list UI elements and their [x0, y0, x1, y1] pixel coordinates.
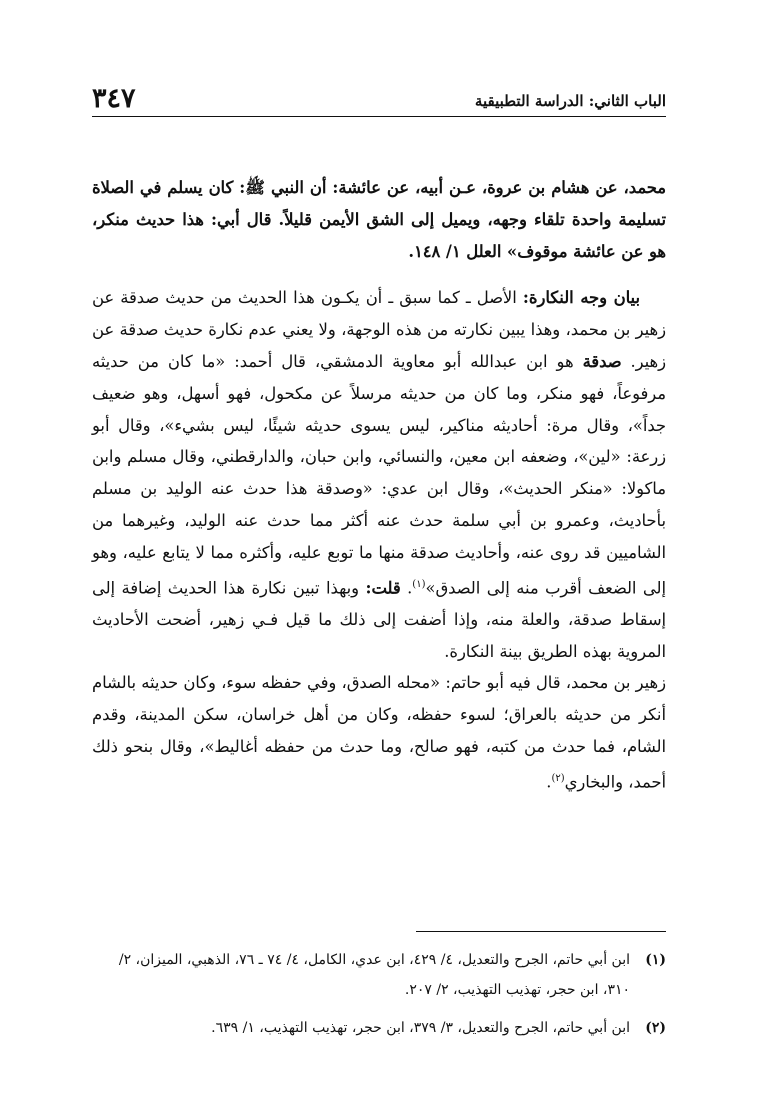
explanation-paragraph [92, 282, 666, 667]
footnote-number: (١) [645, 952, 666, 968]
qult-label: قلت: [365, 577, 401, 597]
footnote-number: (٢) [645, 1020, 666, 1036]
footnote-item [92, 1013, 666, 1043]
main-text [92, 172, 666, 798]
explanation-text-3: وبهذا تبين نكارة هذا الحديث إضافة إلى إسقاط صدقة، والعلة منه، وإذا أضفت إلى ذلك ما قيل فـي زهير، أضحت الأحاديث المروية بهذه الطريق بينة النكارة. [92, 577, 666, 661]
chapter-title: الباب الثاني: الدراسة التطبيقية [474, 92, 666, 110]
explanation-text-2: هو ابن عبدالله أبو معاوية الدمشقي، قال أحمد: «ما كان من حديثه مرفوعاً، فهو منكر، وما كان من حديثه مرسلاً عن مكحول، فهو أسهل، وهو ضعيف جداً»، وقال مرة: أحاديثه مناكير، ليس يسوى حديثه شيئًا، ليس بشيء»، وقال أبو زرعة: «لين»، وضعفه ابن معين، والنسائي، وابن حبان، والدارقطني، وقال مسلم وابن ماكولا: «منكر الحديث»، وقال ابن عدي: «وصدقة هذا حدث عنه الوليد بن مسلم بأحاديث، وعمرو بن أبي سلمة حدث عنه أكثر مما حدث عنه الوليد، وغيرهما من الشاميين قد روى عنه، وأحاديث صدقة منها ما توبع عليه، وأكثره مما لا يتابع عليه، وهو إلى الضعف أقرب منه إلى الصدق» [92, 351, 666, 597]
footnote-item [92, 945, 666, 1005]
footnote-rule [416, 931, 666, 932]
running-header [92, 78, 666, 114]
header-rule [92, 116, 666, 117]
narrator-name: صدقة [582, 351, 622, 371]
footnote-ref-1[interactable]: (١) [412, 578, 426, 590]
hadith-quote: محمد، عن هشام بن عروة، عـن أبيه، عن عائشة: أن النبي ﷺ: كان يسلم في الصلاة تسليمة واحدة تلقاء وجهه، ويميل إلى الشق الأيمن قليلاً. قال أبي: هذا حديث منكر، هو عن عائشة موقوف» العلل ١/ ١٤٨. [92, 178, 666, 261]
section-label: بيان وجه النكارة: [522, 288, 640, 308]
footnote-ref-2[interactable]: (٢) [551, 772, 565, 784]
footnote-text: ابن أبي حاتم، الجرح والتعديل، ٤/ ٤٢٩، ابن عدي، الكامل، ٤/ ٧٤ ـ ٧٦، الذهبي، الميزان، ٢/ ٣١٠، ابن حجر، تهذيب التهذيب، ٢/ ٢٠٧. [118, 952, 630, 998]
zuhair-text: زهير بن محمد، قال فيه أبو حاتم: «محله الصدق، وفي حفظه سوء، وكان حديثه بالشام أنكر من حديثه بالعراق؛ لسوء حفظه، وكان من أهل خراسان، سكن المدينة، وقدم الشام، فما حدث من كتبه، فهو صالح، وما حدث من حفظه أغاليط»، وقال بنحو ذلك أحمد، والبخاري [92, 673, 666, 792]
paragraph-gap [92, 267, 666, 282]
page-number: ٣٤٧ [92, 83, 136, 114]
sentence-end-2: . [546, 772, 552, 792]
footnote-text: ابن أبي حاتم، الجرح والتعديل، ٣/ ٣٧٩، ابن حجر، تهذيب التهذيب، ١/ ٦٣٩. [211, 1020, 630, 1036]
zuhair-paragraph [92, 667, 666, 798]
explanation-text-1: الأصل ـ كما سبق ـ أن يكـون هذا الحديث من حديث صدقة عن زهير بن محمد، وهذا يبين نكارته من هذه الوجهة، ولا يعني عدم نكارة حديث صدقة عن زهير. [92, 288, 666, 371]
sentence-end: . [407, 577, 413, 597]
footnotes [92, 945, 666, 1043]
